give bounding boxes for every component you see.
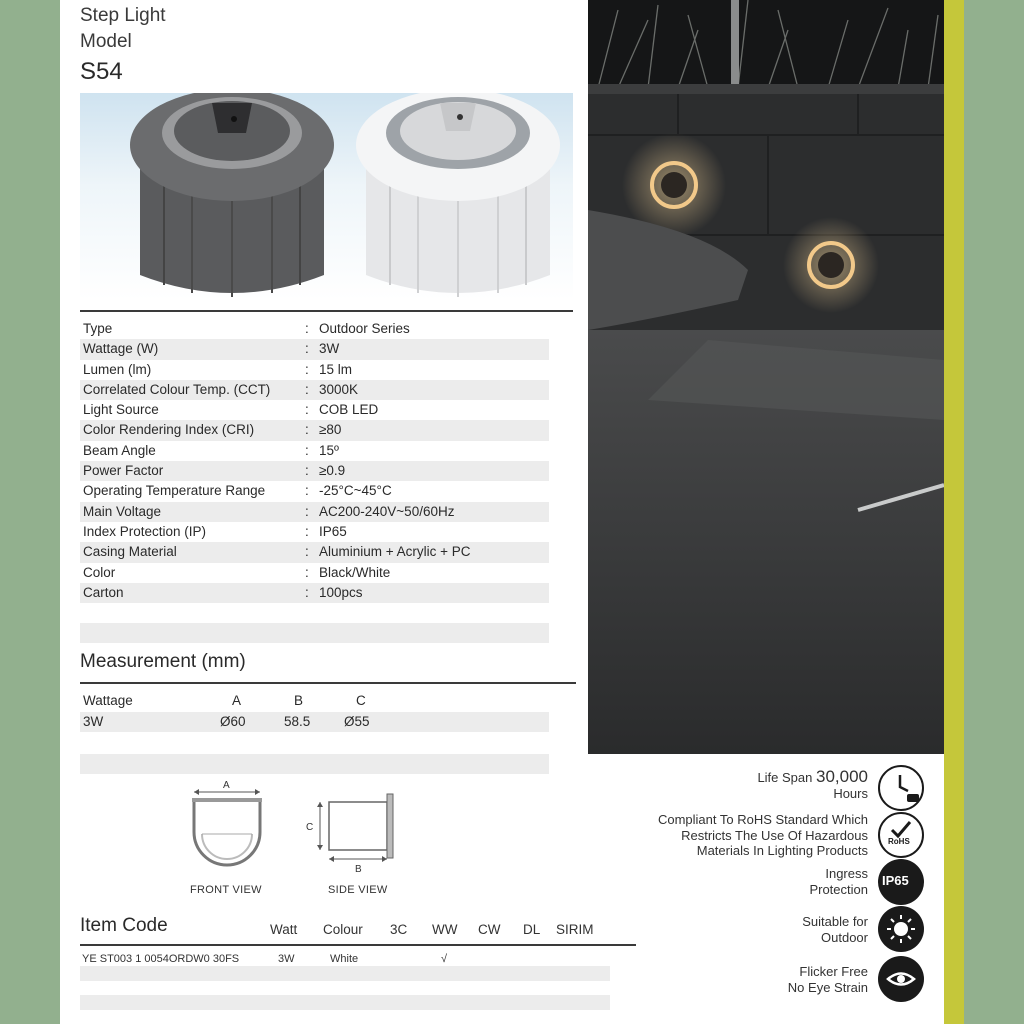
item-code-value: YE ST003 1 0054ORDW0 30FS [82, 953, 240, 965]
dimension-b-label: B [355, 864, 362, 875]
spec-label: Beam Angle [83, 442, 156, 458]
flicker-line: No Eye Strain [787, 979, 868, 995]
rohs-line: Compliant To RoHS Standard Which [657, 812, 868, 827]
model-label: Model [80, 31, 132, 52]
spec-separator: : [305, 503, 309, 519]
dimension-a-label: A [223, 780, 230, 791]
eye-icon [878, 956, 924, 1002]
clock-icon [878, 765, 924, 811]
measurement-data-row [80, 712, 549, 732]
spacer-bar [80, 754, 549, 774]
installation-photo [588, 0, 944, 754]
measurement-cell: Ø60 [220, 714, 246, 729]
measurement-header-row [80, 691, 549, 711]
dimension-c-label: C [306, 822, 314, 833]
ip65-badge-text: IP65 [882, 873, 909, 888]
spec-value: Aluminium + Acrylic + PC [319, 544, 471, 560]
spacer-bar [80, 623, 549, 643]
spec-separator: : [305, 381, 309, 397]
rohs-text [658, 812, 868, 859]
spec-row [80, 522, 549, 542]
outdoor-line: Suitable for [802, 914, 868, 929]
measurement-header: A [232, 693, 242, 708]
spacer-bar [80, 966, 610, 981]
spec-label: Index Protection (IP) [83, 523, 207, 539]
rohs-badge-text: RoHS [888, 837, 910, 846]
spec-label: Color [83, 564, 116, 580]
spec-label: Power Factor [83, 463, 164, 479]
measurement-header: C [356, 693, 366, 708]
spec-value: Black/White [319, 564, 391, 580]
spec-sheet [60, 0, 964, 1024]
side-view-caption: SIDE VIEW [328, 884, 388, 896]
spec-separator: : [305, 483, 309, 499]
spec-row [80, 360, 549, 380]
spec-label: Correlated Colour Temp. (CCT) [83, 381, 271, 397]
rohs-icon [878, 812, 924, 858]
spec-value: Outdoor Series [319, 321, 410, 336]
product-photo [80, 93, 573, 300]
spec-label: Carton [83, 584, 124, 600]
ingress-line: Ingress [825, 866, 868, 881]
spec-row [80, 563, 549, 583]
spec-label: Main Voltage [83, 503, 162, 519]
spacer-bar [80, 995, 610, 1010]
lifespan-value: 30,000 [816, 767, 868, 786]
item-header-ww: WW [432, 922, 458, 937]
model-code: S54 [80, 58, 123, 85]
spec-label: Wattage (W) [83, 341, 159, 357]
measurement-cell: 3W [83, 714, 104, 729]
spec-separator: : [305, 442, 309, 458]
spec-label: Color Rendering Index (CRI) [83, 422, 255, 438]
spec-value: COB LED [319, 402, 379, 418]
flicker-text [788, 964, 868, 995]
item-header-dl: DL [523, 922, 541, 937]
measurement-title: Measurement (mm) [80, 651, 246, 672]
measurement-header: B [294, 693, 304, 708]
spec-row [80, 400, 549, 420]
spec-row [80, 542, 549, 562]
spec-separator: : [305, 463, 309, 479]
spec-row [80, 481, 549, 501]
item-header-colour: Colour [323, 922, 363, 937]
spec-divider [80, 310, 573, 312]
item-watt-value: 3W [278, 953, 295, 965]
spec-row [80, 441, 549, 461]
spec-value: -25°C~45°C [319, 483, 392, 499]
lifespan-prefix: Life Span [757, 770, 813, 785]
front-view-caption: FRONT VIEW [190, 884, 262, 896]
sun-icon [878, 906, 924, 952]
item-ww-check: √ [441, 953, 448, 965]
spec-label: Operating Temperature Range [83, 483, 266, 499]
spec-separator: : [305, 402, 309, 418]
lifespan-text [757, 769, 868, 801]
spec-row [80, 583, 549, 603]
spec-row [80, 420, 549, 440]
spec-separator: : [305, 564, 309, 580]
lifespan-unit: Hours [833, 785, 868, 801]
spec-label: Type [83, 321, 113, 336]
product-category: Step Light [80, 5, 166, 26]
item-header-sirim: SIRIM [556, 922, 594, 937]
spec-value: 3000K [319, 381, 359, 397]
rohs-line: Materials In Lighting Products [696, 843, 868, 858]
spec-separator: : [305, 341, 309, 357]
spec-separator: : [305, 321, 309, 336]
front-view-drawing [192, 789, 262, 865]
spec-value: AC200-240V~50/60Hz [319, 503, 455, 519]
spec-value: 15º [319, 442, 339, 458]
spec-separator: : [305, 361, 309, 377]
spec-value: IP65 [319, 523, 347, 539]
spec-row [80, 461, 549, 481]
ingress-text [809, 866, 868, 897]
spec-value: 100pcs [319, 584, 363, 600]
measurement-header: Wattage [83, 693, 133, 708]
spec-label: Light Source [83, 402, 159, 418]
spec-row [80, 502, 549, 522]
spec-label: Lumen (lm) [83, 361, 152, 377]
spec-row [80, 380, 549, 400]
ingress-line: Protection [809, 881, 868, 897]
spec-separator: : [305, 422, 309, 438]
spec-table [80, 319, 549, 603]
outdoor-text [802, 914, 868, 945]
item-colour-value: White [330, 953, 359, 965]
accent-stripe [944, 0, 964, 1024]
spec-value: ≥80 [319, 422, 342, 438]
item-code-divider [80, 944, 636, 946]
measurement-cell: Ø55 [344, 714, 370, 729]
black-unit-image [130, 93, 334, 297]
spec-label: Casing Material [83, 544, 177, 560]
item-header-3c: 3C [390, 922, 408, 937]
spec-value: ≥0.9 [319, 463, 346, 479]
outdoor-line: Outdoor [821, 929, 868, 945]
ip65-icon [878, 859, 924, 905]
item-header-watt: Watt [270, 922, 298, 937]
spec-separator: : [305, 523, 309, 539]
side-view-drawing [317, 794, 393, 862]
spec-separator: : [305, 544, 309, 560]
white-unit-image [356, 93, 560, 297]
spec-separator: : [305, 584, 309, 600]
measurement-cell: 58.5 [284, 714, 311, 729]
spec-value: 15 lm [319, 361, 353, 377]
measurement-divider [80, 682, 576, 684]
technical-drawings [180, 784, 400, 884]
product-image-strip [80, 93, 573, 300]
spec-row [80, 319, 549, 339]
flicker-line: Flicker Free [799, 964, 868, 979]
spec-value: 3W [319, 341, 340, 357]
rohs-line: Restricts The Use Of Hazardous [681, 827, 868, 843]
item-header-cw: CW [478, 922, 501, 937]
item-code-title: Item Code [80, 915, 168, 936]
spec-row [80, 339, 549, 359]
